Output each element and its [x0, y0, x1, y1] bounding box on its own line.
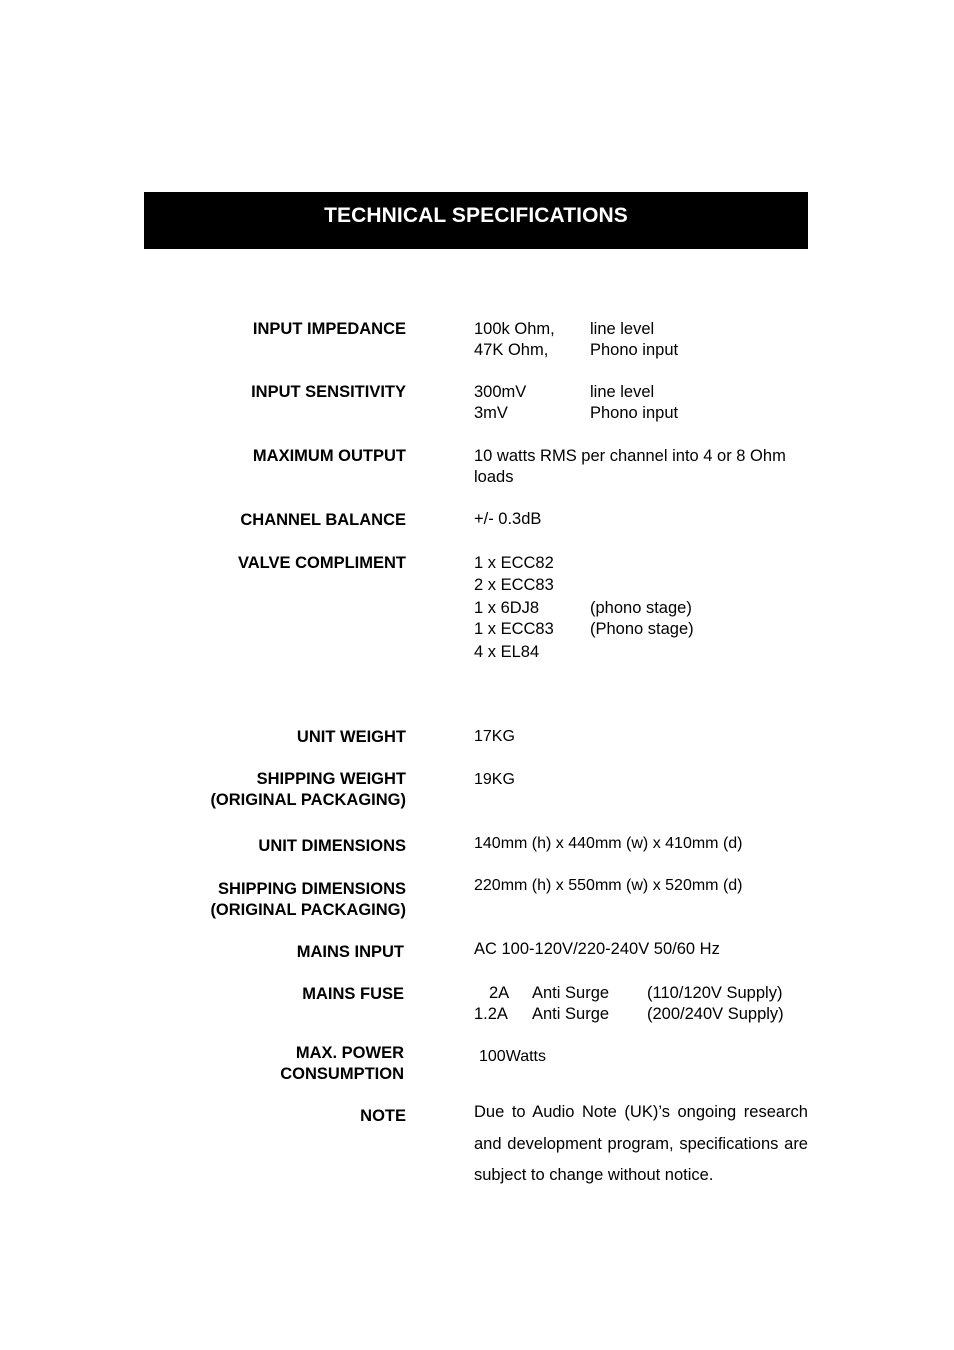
shipping-weight-label-line-2: (ORIGINAL PACKAGING): [210, 791, 406, 809]
max-power-label-line-1: MAX. POWER: [295, 1044, 404, 1062]
fuse-type-2: Anti Surge: [532, 1005, 610, 1023]
note-text: Due to Audio Note (UK)’s ongoing research and development program, specifications are subject to change without notice.: [474, 1103, 808, 1185]
max-power-label: [280, 1043, 404, 1085]
mains-fuse-label: MAINS FUSE: [302, 985, 404, 1003]
title-banner: [144, 192, 808, 249]
input-sensitivity-value-2: 3mV: [474, 404, 508, 422]
note-label: NOTE: [360, 1107, 406, 1125]
shipping-weight-label: [210, 769, 406, 811]
channel-balance-value: +/- 0.3dB: [474, 510, 542, 528]
shipping-dimensions-label-line-2: (ORIGINAL PACKAGING): [210, 901, 406, 919]
fuse-supply-2: (200/240V Supply): [647, 1005, 784, 1023]
unit-weight-value: 17KG: [474, 728, 515, 745]
input-sensitivity-value-1: 300mV: [474, 383, 527, 401]
unit-weight-label: UNIT WEIGHT: [296, 728, 406, 746]
input-sensitivity-label: INPUT SENSITIVITY: [251, 383, 406, 401]
mains-input-value: AC 100-120V/220-240V 50/60 Hz: [474, 940, 720, 958]
input-sensitivity-desc-2: Phono input: [590, 404, 679, 422]
valve-compliment-label: VALVE COMPLIMENT: [237, 554, 406, 572]
maximum-output-line-2: loads: [474, 468, 514, 486]
valve-value-2: 2 x ECC83: [474, 576, 554, 594]
maximum-output-line-1: 10 watts RMS per channel into 4 or 8 Ohm: [474, 447, 786, 465]
valve-desc-3: (phono stage): [590, 599, 692, 617]
input-impedance-value-2: 47K Ohm,: [474, 341, 549, 359]
max-power-value: 100Watts: [479, 1048, 546, 1065]
shipping-dimensions-value: 220mm (h) x 550mm (w) x 520mm (d): [474, 877, 743, 894]
valve-value-3: 1 x 6DJ8: [474, 599, 540, 617]
mains-input-label: MAINS INPUT: [296, 943, 404, 961]
max-power-label-line-2: CONSUMPTION: [280, 1065, 404, 1083]
unit-dimensions-value: 140mm (h) x 440mm (w) x 410mm (d): [474, 835, 743, 852]
fuse-rating-1: 2A: [489, 984, 510, 1002]
shipping-dimensions-label-line-1: SHIPPING DIMENSIONS: [218, 880, 406, 898]
input-impedance-value-1: 100k Ohm,: [474, 320, 555, 338]
valve-desc-4: (Phono stage): [590, 620, 694, 638]
fuse-type-1: Anti Surge: [532, 984, 610, 1002]
fuse-rating-2: 1.2A: [474, 1005, 508, 1023]
input-impedance-desc-1: line level: [590, 320, 655, 338]
unit-dimensions-label: UNIT DIMENSIONS: [258, 837, 406, 855]
input-impedance-desc-2: Phono input: [590, 341, 679, 359]
shipping-weight-label-line-1: SHIPPING WEIGHT: [256, 770, 406, 788]
shipping-weight-value: 19KG: [474, 771, 515, 788]
valve-value-4: 1 x ECC83: [474, 620, 554, 638]
page-title: TECHNICAL SPECIFICATIONS: [324, 204, 628, 227]
fuse-supply-1: (110/120V Supply): [647, 984, 783, 1002]
channel-balance-label: CHANNEL BALANCE: [240, 511, 406, 529]
shipping-dimensions-label: [210, 879, 406, 921]
valve-value-5: 4 x EL84: [474, 643, 540, 661]
input-sensitivity-desc-1: line level: [590, 383, 655, 401]
input-impedance-label: INPUT IMPEDANCE: [252, 320, 406, 338]
valve-value-1: 1 x ECC82: [474, 554, 554, 572]
maximum-output-label: MAXIMUM OUTPUT: [252, 447, 406, 465]
